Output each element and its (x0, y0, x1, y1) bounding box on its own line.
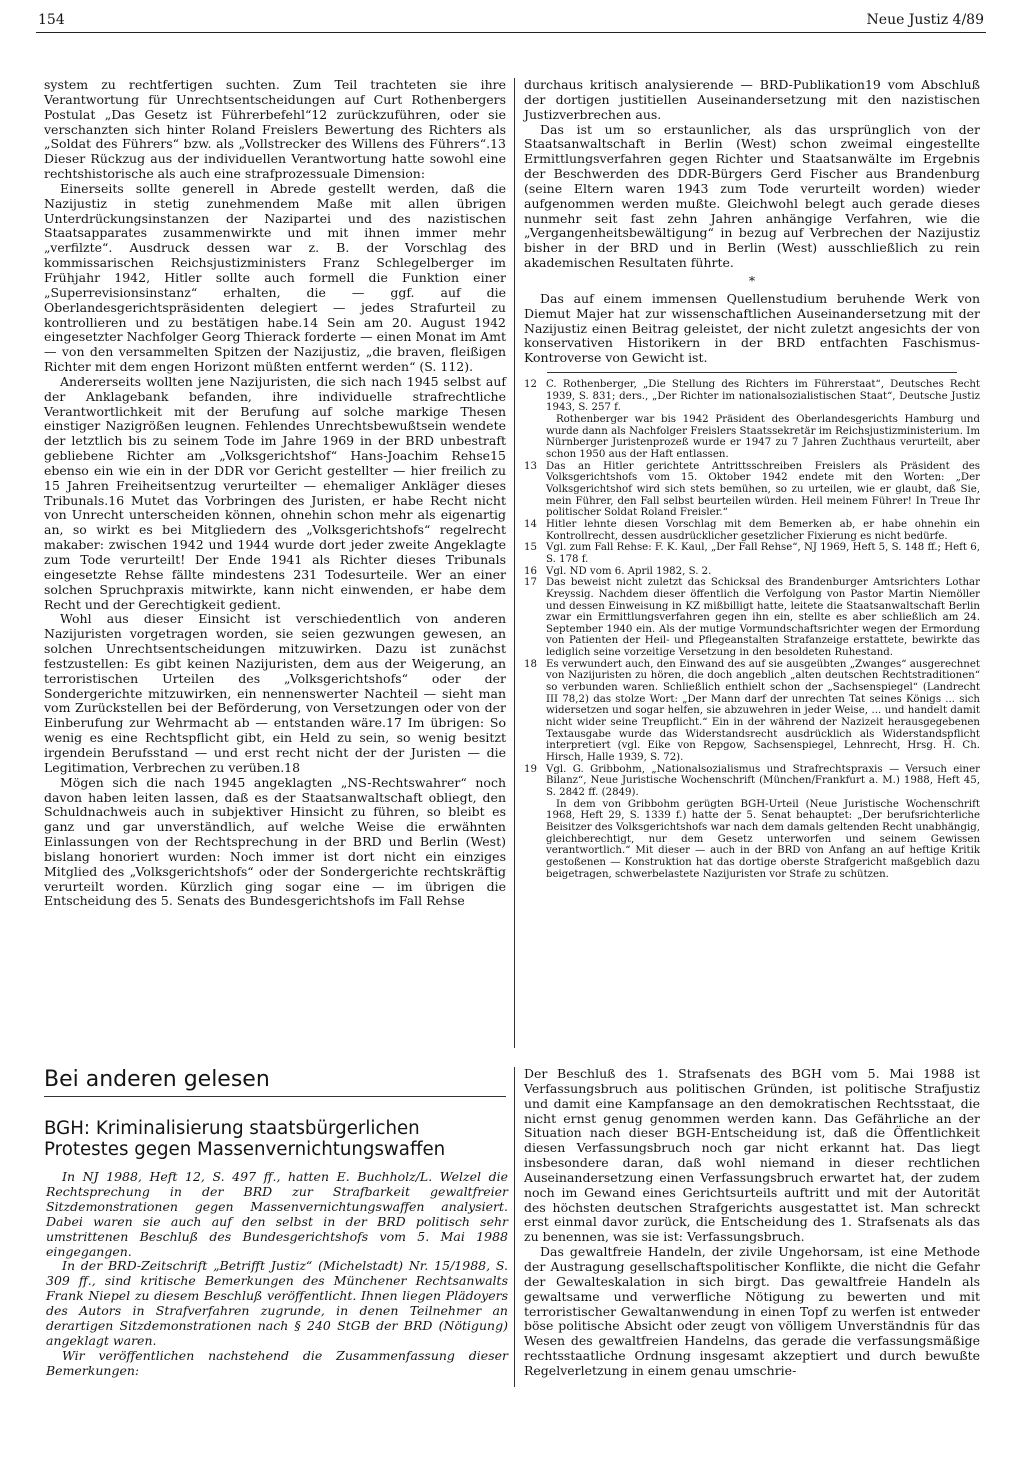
journal-title: Neue Justiz 4/89 (866, 12, 984, 28)
right-column (524, 78, 980, 880)
article-title: BGH: Kriminalisierung staatsbürgerlichen Protestes gegen Massenvernichtungswaffen (44, 1118, 446, 1160)
header-rule (36, 32, 986, 33)
footnote-text: Vgl. ND vom 6. April 1982, S. 2. (546, 565, 712, 577)
footnote (524, 519, 980, 542)
paragraph: Wohl aus dieser Einsicht ist verschiedentlich von anderen Nazijuristen vorgetragen worden, sie seien gezwungen gewesen, an solchen Unrechtsentscheidungen mitzuwirken. Dazu ist zunächst festzustellen: Es gibt keinen Nazijuristen, dem aus der Weigerung, an terroristischen Urteilen des „Volksgerichtshofs“ oder der Sondergerichte mitzuwirken, ein nennenswerter Nachteil — sieht man vom Zurückstellen bei der Beförderung, von Versetzungen oder von der Einberufung zur Wehrmacht ab — entstanden wäre.17 Im übrigen: So wenig es eine Rechtspflicht gibt, ein Held zu sein, so wenig besitzt irgendein Berufsstand — und erst recht nicht der der Juristen — die Legitimation, Verbrechen zu verüben.18 (44, 611, 506, 775)
section-separator: * (748, 272, 756, 288)
footnote-number: 14 (524, 518, 537, 530)
footnote-text: Hitler lehnte diesen Vorschlag mit dem Bemerken ab, er habe ohnehin ein Kontrollrecht, dessen ausdrücklicher gesetzlicher Fixierung es nicht bedürfe. (546, 518, 980, 542)
paragraph: Das ist um so erstaunlicher, als das ursprünglich von der Staatsanwaltschaft in Berlin (West) schon zweimal eingestellte Ermittlungsverfahren gegen Richter und Staatsanwälte im Ergebnis der Beschwerden des DDR-Bürgers Gerd Fischer aus Brandenburg (seine Eltern waren 1943 zum Tode verurteilt worden) wieder aufgenommen werden mußte. Gleichwohl belegt auch gerade dieses nunmehr seit fast zehn Jahren anhängige Verfahren, wie die „Vergangenheitsbewältigung“ in bezug auf Verbrechen der Nazijustiz bisher in der BRD und in Berlin (West) ausschließlich zu rein akademischen Resultaten führte. (524, 121, 980, 271)
footnote-text: Das beweist nicht zuletzt das Schicksal des Brandenburger Amtsrichters Lothar Kreyssig. Nachdem dieser öffentlich die Verfolgung von Pastor Martin Niemöller und dessen Einweisung in KZ mißbilligt hatte, leitete die Staatsanwaltschaft Berlin zwar ein Ermittlungsverfahren gegen ihn ein, stellte es aber schließlich am 24. September 1940 ein. Als der mutige Vormundschaftsrichter wegen der Ermordung von Patienten der Heil- und Pflegeanstalten Strafanzeige erstattete, bewirkte das lediglich seine vorzeitige Versetzung in den besoldeten Ruhestand. (546, 577, 980, 659)
footnote-text: Vgl. G. Gribbohm, „Nationalsozialismus und Strafrechtspraxis — Versuch einer Bilanz“, Neue Juristische Wochenschrift (München/Frankfurt a. M.) 1988, Heft 45, S. 2842 ff. (2849). (546, 763, 980, 798)
footnote-text: Das an Hitler gerichtete Antrittsschreiben Freislers als Präsident des Volksgerichtshofs vom 15. Oktober 1942 endete mit den Worten: „Der Volksgerichtshof wird sich stets bemühen, so zu urteilen, wie er glaubt, daß Sie, mein Führer, den Fall selbst beurteilen würden. Heil meinem Führer! In Treue Ihr politischer Soldat Roland Freisler.“ (546, 460, 980, 519)
footnote (524, 461, 980, 519)
footnote-continuation: Rothenberger war bis 1942 Präsident des Oberlandesgerichts Hamburg und wurde dann als Nachfolger Freislers Staatssekretär im Reichsjustizministerium. Im Nürnberger Juristenprozeß wurde er 1947 zu 7 Jahren Zuchthaus verurteilt, aber schon 1950 aus der Haft entlassen. (546, 414, 980, 460)
footnote-number: 19 (524, 763, 537, 775)
left-column (44, 78, 506, 909)
footnote-number: 18 (524, 658, 537, 670)
footnote-number: 15 (524, 542, 537, 554)
paragraph: Das gewaltfreie Handeln, der zivile Ungehorsam, ist eine Methode der Austragung gesellschaftspolitischer Konflikte, die nicht die Gefahr der Gewalteskalation in sich birgt. Das gewaltfreie Handeln als gewaltsame und verwerfliche Nötigung zu bewerten und mit terroristischer Gewaltanwendung in einen Topf zu werfen ist entweder böse politische Absicht oder zeugt von völligem Unverständnis für das Wesen des gewaltfreien Handelns, das gerade die verfassungsmäßige rechtsstaatliche Ordnung insgesamt akzeptiert und durch bewußte Regelverletzung in einem genau umschrie- (524, 1244, 980, 1378)
article-intro (46, 1170, 508, 1379)
footnote (524, 659, 980, 764)
footnotes (524, 379, 980, 880)
intro-paragraph: Wir veröffentlichen nachstehend die Zusammenfassung dieser Bemerkungen: (46, 1347, 508, 1378)
paragraph: durchaus kritisch analysierende — BRD-Publikation19 vom Abschluß der dortigen justitiellen Auseinandersetzung mit den nazistischen Justizverbrechen aus. (524, 77, 980, 122)
footnote-text: Es verwundert auch, den Einwand des auf sie ausgeübten „Zwanges“ ausgerechnet von Nazijuristen zu hören, die doch angeblich „alten deutschen Rechtstraditionen“ so verbunden waren. Schließlich enthielt schon der „Sachsenspiegel“ (Landrecht III 78,2) das stolze Wort: „Der Mann darf der unrechten Tat seines Königs ... sich widersetzen und sogar helfen, sie abzuwehren in jeder Weise, ... und handelt damit nicht wider seine Treupflicht.“ Ein in der während der Nazizeit herausgegebenen Textausgabe wurde das Widerstandsrecht ausdrücklich als Widerstandspflicht interpretiert (vgl. Eike von Repgow, Sachsenspiegel, Lehnrecht, Hrsg. H. Ch. Hirsch, Halle 1939, S. 72). (546, 658, 980, 764)
footnote-number: 17 (524, 577, 537, 589)
footnote (524, 577, 980, 659)
footnote (524, 542, 980, 565)
footnote-continuation: In dem von Gribbohm gerügten BGH-Urteil (Neue Juristische Wochenschrift 1968, Heft 29, S. 1339 f.) hatte der 5. Senat behauptet: „Der berufsrichterliche Beisitzer des Volksgerichtshofs war nach dem damals geltenden Recht unabhängig, gleichberechtigt, nur dem Gesetz unterworfen und seinem Gewissen verantwortlich.“ Mit dieser — auch in der BRD von Anfang an auf heftige Kritik gestoßenen — Konstruktion hat das dortige oberste Strafgericht maßgeblich dazu beigetragen, schwerbelastete Nazijuristen vor Strafe zu schützen. (546, 798, 980, 880)
footnote-number: 16 (524, 565, 537, 577)
paragraph: Der Beschluß des 1. Strafsenats des BGH vom 5. Mai 1988 ist Verfassungsbruch aus politischen Gründen, ist politische Strafjustiz und damit eine Kampfansage an den demokratischen Rechtsstaat, die nicht ernst genug genommen werden kann. Das Gefährliche an der Situation nach dieser BGH-Entscheidung ist, daß die Öffentlichkeit diesen Verfassungsbruch noch gar nicht erkannt hat. Das liegt insbesondere daran, daß wohl niemand in dieser rechtlichen Auseinandersetzung einen Verfassungsbruch erwartet hat, der zudem noch im Gewand eines Gerichtsurteils auftritt und mit der Autorität des höchsten deutschen Strafgerichts ausgestattet ist. Man schreckt erst einmal davor zurück, die Entscheidung des 1. Strafsenats als das zu benennen, was sie ist: Verfassungsbruch. (524, 1066, 980, 1245)
section-rule (44, 1096, 506, 1097)
intro-paragraph: In der BRD-Zeitschrift „Betrifft Justiz“ (Michelstadt) Nr. 15/1988, S. 309 ff., sind kritische Bemerkungen des Münchener Rechtsanwalts Frank Niepel zu diesem Beschluß veröffentlicht. Ihnen liegen Plädoyers des Autors in Strafverfahren zugrunde, in denen Teilnehmer an derartigen Sitzdemonstrationen nach § 240 StGB der BRD (Nötigung) angeklagt waren. (46, 1258, 508, 1348)
section-heading: Bei anderen gelesen (44, 1067, 270, 1092)
footnote (524, 379, 980, 414)
paragraph: system zu rechtfertigen suchten. Zum Teil trachteten sie ihre Verantwortung für Unrechtsentscheidungen auf Curt Rothenbergers Postulat „Das Gesetz ist Führerbefehl“12 zurückzuführen, oder sie verschanzten sich hinter Roland Freislers Bewertung des Richters als „Soldat des Führers“ bzw. als „Vollstrecker des Willens des Führers“.13 Dieser Rückzug aus der individuellen Verantwortung hatte sowohl eine rechtshistorische als auch eine strafprozessuale Dimension: (44, 77, 506, 182)
footnote-text: C. Rothenberger, „Die Stellung des Richters im Führerstaat“, Deutsches Recht 1939, S. 831; ders., „Der Richter im nationalsozialistischen Staat“, Deutsche Justiz 1943, S. 257 f. (546, 379, 980, 414)
column-divider (514, 78, 515, 1048)
paragraph: Andererseits wollten jene Nazijuristen, die sich nach 1945 selbst auf der Anklagebank befanden, ihre individuelle strafrechtliche Verantwortlichkeit mit der Berufung auf solche markige Thesen einstiger Nazigrößen leugnen. Fehlendes Unrechtsbewußtsein wendete der letztlich bis zu seinem Tode im Jahre 1969 in der BRD unbestraft gebliebene Richter am „Volksgerichtshof“ Hans-Joachim Rehse15 ebenso ein wie ein in der DDR vor Gericht gestellter — hier freilich zu 15 Jahren Freiheitsentzug verurteilter — ehemaliger Ankläger dieses Tribunals.16 Mutet das Vorbringen des Juristen, er habe Recht nicht von Unrecht unterscheiden können, ohnehin schon mehr als eigenartig an, so wirkt es bei Mitgliedern des „Volksgerichtshofs“ regelrecht makaber: zwischen 1942 und 1944 wurde dort jeder zweite Angeklagte zum Tode verurteilt! Der Ende 1941 als Richter dieses Tribunals eingesetzte Rehse fällte mindestens 231 Todesurteile. Wer an einer solchen Spruchpraxis mitwirkte, kann nicht einwenden, er habe dem Recht und der Gerechtigkeit gedient. (44, 373, 506, 612)
paragraph: Einerseits sollte generell in Abrede gestellt werden, daß die Nazijustiz in stetig zunehmendem Maße mit allen übrigen Unterdrückungsinstanzen der Nazipartei und des nazistischen Staatsapparates zusammenwirkte und mit ihnen immer mehr „verfilzte“. Ausdruck dessen war z. B. der Vorschlag des kommissarischen Reichsjustizministers Franz Schlegelberger im Frühjahr 1942, Hitler sollte auch formell die Funktion einer „Superrevisionsinstanz“ erhalten, die — ggf. auf die Oberlandesgerichtspräsidenten delegiert — jedes Strafurteil zu kontrollieren und zu bestätigen habe.14 Sein am 20. August 1942 eingesetzter Nachfolger Georg Thierack forderte — einen Monat im Amt — von den versammelten Spitzen der Nazijustiz, „die braven, fleißigen Richter mit dem engen Horizont müßten entfernt werden“ (S. 112). (44, 180, 506, 375)
footnote-rule (547, 372, 957, 373)
footnote-number: 12 (524, 379, 537, 391)
article-body (524, 1067, 980, 1379)
section-header (44, 1067, 506, 1097)
footnote (524, 764, 980, 799)
footnote (524, 566, 980, 578)
lower-column-divider (514, 1067, 515, 1387)
footnote-number: 13 (524, 460, 537, 472)
intro-paragraph: In NJ 1988, Heft 12, S. 497 ff., hatten E. Buchholz/L. Welzel die Rechtsprechung in der BRD zur Strafbarkeit gewaltfreier Sitzdemonstrationen gegen Massenvernichtungswaffen analysiert. Dabei waren sie auch auf den selbst in der BRD politisch sehr umstrittenen Beschluß des Bundesgerichtshofs vom 5. Mai 1988 eingegangen. (46, 1169, 508, 1259)
paragraph: Mögen sich die nach 1945 angeklagten „NS-Rechtswahrer“ noch davon haben leiten lassen, daß es der Staatsanwaltschaft obliegt, den Schuldnachweis auch in subjektiver Hinsicht zu führen, so bleibt es ganz und gar unverständlich, auf welche Weise die erwähnten Einlassungen von der Rechtsprechung in der BRD und Berlin (West) bislang honoriert wurden: Noch immer ist dort nicht ein einziges Mitglied des „Volksgerichtshofs“ oder der Sondergerichte rechtskräftig verurteilt worden. Kürzlich ging sogar eine — im übrigen die Entscheidung des 5. Senats des Bundesgerichtshofs im Fall Rehse (44, 774, 506, 909)
closing-paragraph: Das auf einem immensen Quellenstudium beruhende Werk von Diemut Majer hat zur wissenschaftlichen Auseinandersetzung mit der Nazijustiz einen Beitrag geleistet, der nicht zuletzt angesichts der von konservativen Historikern in der BRD entfachten Faschismus-Kontroverse von Gewicht ist. (524, 290, 980, 366)
page-number: 154 (38, 12, 65, 28)
footnote-text: Vgl. zum Fall Rehse: F. K. Kaul, „Der Fall Rehse“, NJ 1969, Heft 5, S. 148 ff.; Heft 6, S. 178 f. (546, 542, 980, 565)
